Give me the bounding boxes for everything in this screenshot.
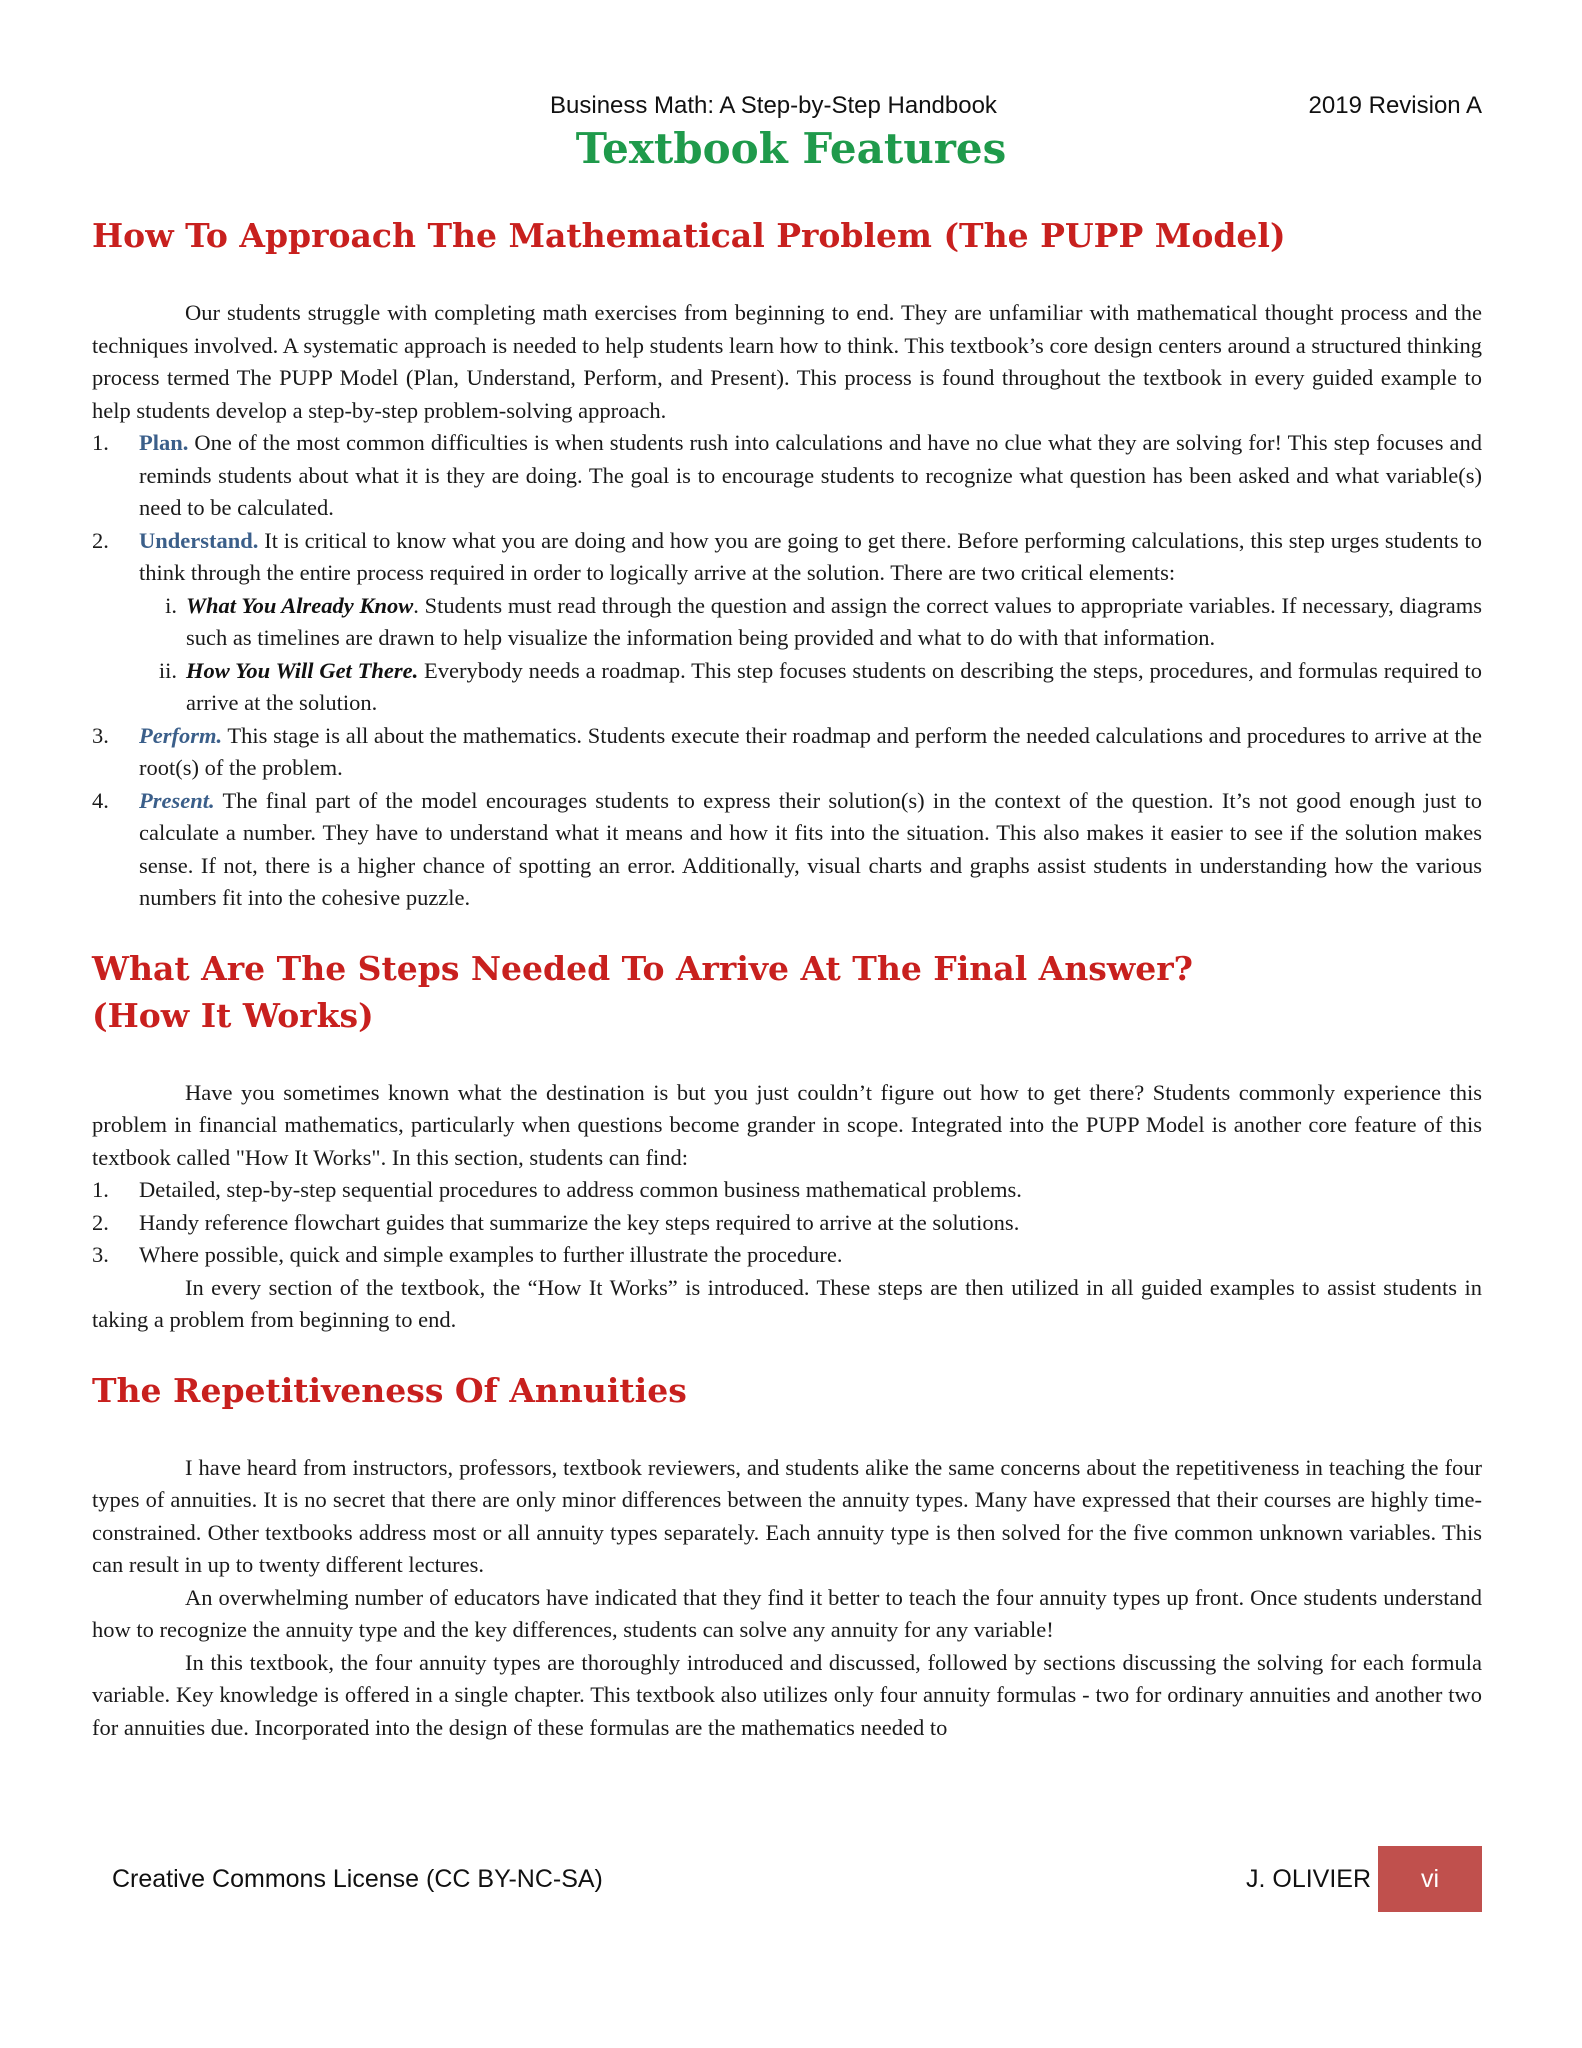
list-number: 2. — [92, 527, 109, 553]
list-number: 2. — [92, 1209, 109, 1235]
step-text-perform: This stage is all about the mathematics. Students execute their roadmap and perform the needed calculations and procedures to arrive at the root(s) of the problem. — [139, 722, 1482, 780]
list-item-perform — [92, 720, 1482, 785]
paragraph-annuities-1: I have heard from instructors, professors, textbook reviewers, and students alike the same concerns about the repetitiveness in teaching the four types of annuities. It is no secret that there are only minor differences between the annuity types. Many have expressed that their courses are highly time-constrained. Other textbooks address most or all annuity types separately. Each annuity type is then solved for the five common unknown variables. This can result in up to twenty different lectures. — [92, 1454, 1482, 1577]
step-text-plan: One of the most common difficulties is when students rush into calculations and have no clue what they are solving for! This step focuses and reminds students about what it is they are doing. The goal is to encourage students to recognize what question has been asked and what variable(s) need to be calculated. — [139, 430, 1482, 520]
list-number: 4. — [92, 787, 109, 813]
step-label-present: Present. — [139, 787, 215, 813]
list-number: 1. — [92, 430, 109, 455]
list-item — [92, 1174, 1482, 1207]
sublist-number: i. — [165, 592, 177, 618]
understand-sublist — [139, 590, 1482, 720]
paragraph-how-it-works-closing: In every section of the textbook, the “How It Works” is introduced. These steps are then utilized in all guided examples to assist students in taking a problem from beginning to end. — [92, 1274, 1482, 1332]
section-heading-annuities: The Repetitiveness Of Annuities — [92, 1370, 687, 1410]
list-item — [92, 1207, 1482, 1240]
list-item-present — [92, 785, 1482, 915]
sub-text-what-you-know: . Students must read through the question and assign the correct values to appropriate variables. If necessary, diagrams such as timelines are drawn to help visualize the information being provided and what to do with that information. — [186, 592, 1482, 650]
page-content — [92, 212, 1482, 1744]
step-label-understand: Understand. — [139, 527, 259, 553]
list-item-understand — [92, 525, 1482, 720]
list-item — [92, 1239, 1482, 1272]
paragraph-how-it-works-intro: Have you sometimes known what the destination is but you just couldn’t figure out how to get there? Students commonly experience this problem in financial mathematics, particularly when questions become grander in scope. Integrated into the PUPP Model is another core feature of this textbook called "How It Works". In this section, students can find: — [92, 1079, 1482, 1170]
list-number: 3. — [92, 1242, 109, 1267]
sub-label-how-you-get-there: How You Will Get There. — [186, 657, 419, 683]
paragraph-annuities-3: In this textbook, the four annuity types are thoroughly introduced and discussed, followed by sections discussing the solving for each formula variable. Key knowledge is offered in a single chapter. This textbook also utilizes only four annuity formulas - two for ordinary annuities and another two for annuities due. Incorporated into the design of these formulas are the mathematics needed to — [92, 1649, 1482, 1740]
step-label-plan: Plan. — [139, 430, 189, 455]
page-title: Textbook Features — [575, 124, 1007, 173]
pupp-steps-list — [92, 427, 1482, 915]
page-number-badge: vi — [1378, 1846, 1482, 1912]
section-heading-pupp-model: How To Approach The Mathematical Problem (The PUPP Model) — [92, 216, 1286, 255]
heading-line-2: (How It Works) — [92, 995, 374, 1035]
list-number: 1. — [92, 1177, 109, 1202]
how-it-works-list — [92, 1174, 1482, 1272]
step-text-present: The final part of the model encourages students to express their solution(s) in the context of the question. It’s not good enough just to calculate a number. They have to understand what it means and how it fits into the situation. This also makes it easier to see if the solution makes sense. If not, there is a higher chance of spotting an error. Additionally, visual charts and graphs assist students in understanding how the various numbers fit into the cohesive puzzle. — [139, 787, 1482, 910]
footer-author: J. OLIVIER — [1246, 1865, 1372, 1893]
section-heading-how-it-works — [92, 945, 1482, 1039]
step-label-perform: Perform. — [139, 722, 223, 748]
sub-label-what-you-know: What You Already Know — [186, 592, 414, 618]
list-item-text: Where possible, quick and simple examples to further illustrate the procedure. — [139, 1242, 843, 1267]
list-item-text: Detailed, step-by-step sequential procedures to address common business mathematical problems. — [139, 1177, 1022, 1202]
paragraph-annuities-2: An overwhelming number of educators have indicated that they find it better to teach the four annuity types up front. Once students understand how to recognize the annuity type and the key differences, students can solve any annuity for any variable! — [92, 1584, 1482, 1642]
sub-text-how-you-get-there: Everybody needs a roadmap. This step focuses students on describing the steps, procedures, and formulas required to arrive at the solution. — [186, 657, 1482, 715]
list-item-text: Handy reference flowchart guides that summarize the key steps required to arrive at the solutions. — [139, 1209, 1020, 1235]
list-item-plan — [92, 427, 1482, 525]
sublist-number: ii. — [158, 657, 177, 683]
paragraph-pupp-intro: Our students struggle with completing math exercises from beginning to end. They are unfamiliar with mathematical thought process and the techniques involved. A systematic approach is needed to help students learn how to think. This textbook’s core design centers around a structured thinking process termed The PUPP Model (Plan, Understand, Perform, and Present). This process is found throughout the textbook in every guided example to help students develop a step-by-step problem-solving approach. — [92, 300, 1482, 423]
step-text-understand: It is critical to know what you are doing and how you are going to get there. Before performing calculations, this step urges students to think through the entire process required in order to logically arrive at the solution. There are two critical elements: — [139, 527, 1482, 585]
list-number: 3. — [92, 722, 109, 748]
footer-license: Creative Commons License (CC BY-NC-SA) — [112, 1865, 603, 1893]
sublist-item-what-you-know — [139, 590, 1482, 655]
running-header-revision: 2019 Revision A — [1308, 92, 1482, 119]
sublist-item-how-you-get-there — [139, 655, 1482, 720]
heading-line-1: What Are The Steps Needed To Arrive At The Final Answer? — [92, 948, 1193, 988]
running-header-title: Business Math: A Step-by-Step Handbook — [550, 92, 997, 119]
